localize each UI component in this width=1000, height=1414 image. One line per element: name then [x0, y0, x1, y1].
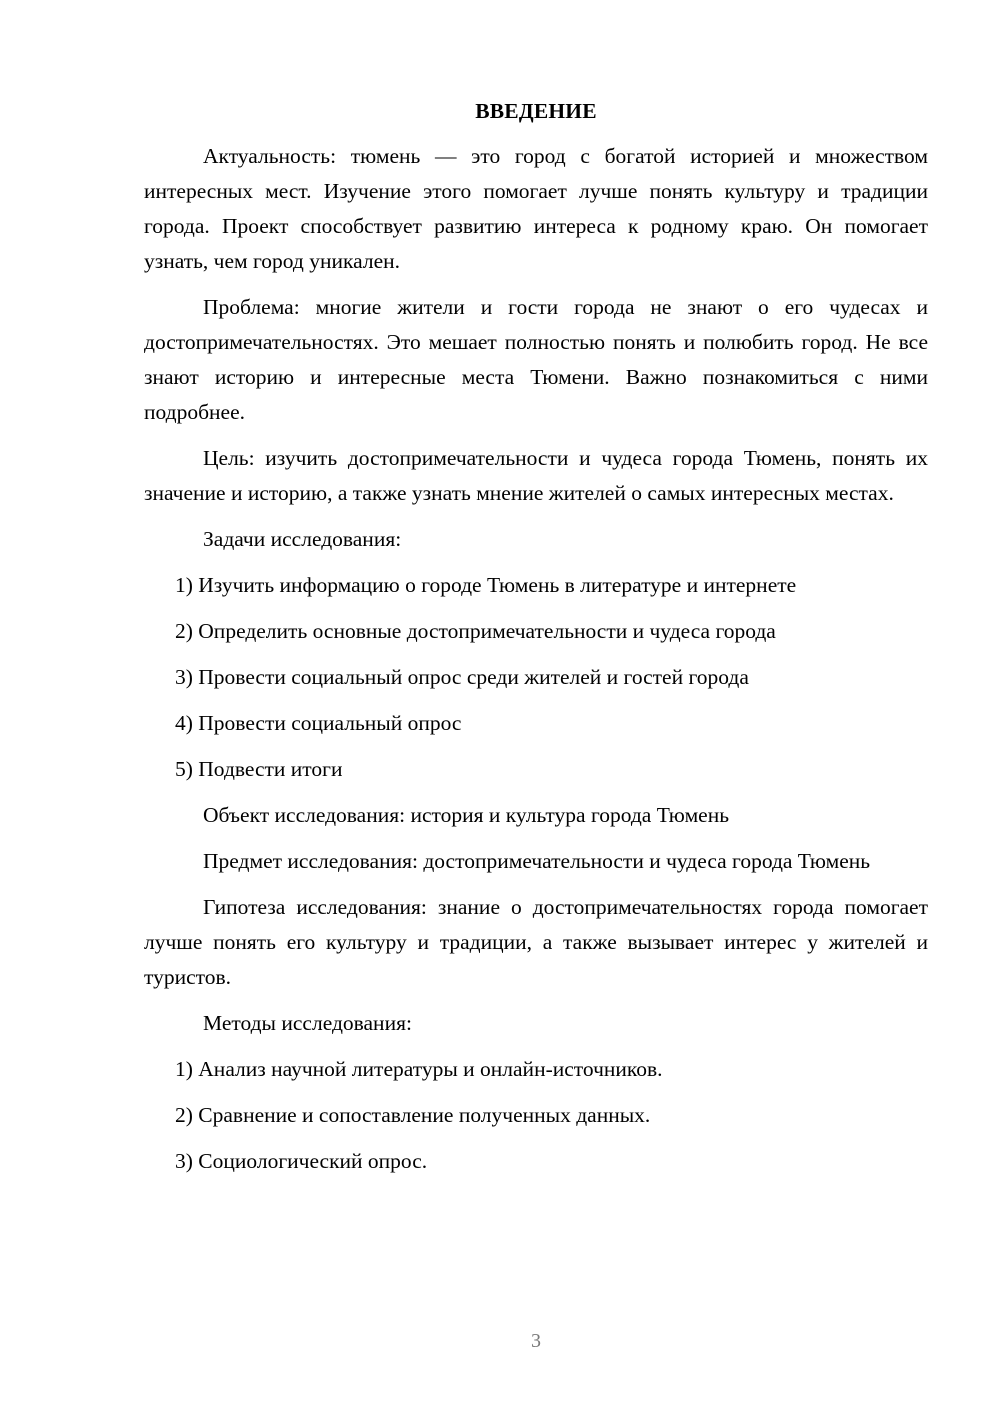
- hypothesis-paragraph: Гипотеза исследования: знание о достопримечательностях города помогает лучше понять его культуру и традиции, а также вызывает интерес у жителей и туристов.: [144, 895, 928, 989]
- task-item-5: 5) Подвести итоги: [175, 757, 343, 781]
- tasks-title: Задачи исследования:: [203, 527, 402, 551]
- method-item-3: 3) Социологический опрос.: [175, 1149, 428, 1173]
- object-paragraph: Объект исследования: история и культура города Тюмень: [203, 803, 730, 827]
- methods-title: Методы исследования:: [203, 1011, 412, 1035]
- problem-paragraph: Проблема: многие жители и гости города не знают о его чудесах и достопримечательностях. Это мешает полностью понять и полюбить город. Не все знают историю и интересные места Тюмени. Важно познакомиться с ними подробнее.: [144, 295, 928, 424]
- subject-paragraph: Предмет исследования: достопримечательности и чудеса города Тюмень: [203, 849, 871, 873]
- page-content: [144, 94, 928, 1190]
- task-item-1: 1) Изучить информацию о городе Тюмень в литературе и интернете: [175, 573, 797, 597]
- task-item-4: 4) Провести социальный опрос: [175, 711, 462, 735]
- page-heading: ВВЕДЕНИЕ: [475, 99, 597, 123]
- page-number: 3: [531, 1330, 541, 1352]
- task-item-2: 2) Определить основные достопримечательности и чудеса города: [175, 619, 776, 643]
- method-item-2: 2) Сравнение и сопоставление полученных данных.: [175, 1103, 651, 1127]
- goal-paragraph: Цель: изучить достопримечательности и чудеса города Тюмень, понять их значение и историю, а также узнать мнение жителей о самых интересных местах.: [144, 446, 928, 505]
- relevance-paragraph: Актуальность: тюмень — это город с богатой историей и множеством интересных мест. Изучение этого помогает лучше понять культуру и традиции города. Проект способствует развитию интереса к родному краю. Он помогает узнать, чем город уникален.: [144, 144, 928, 273]
- method-item-1: 1) Анализ научной литературы и онлайн-источников.: [175, 1057, 663, 1081]
- task-item-3: 3) Провести социальный опрос среди жителей и гостей города: [175, 665, 749, 689]
